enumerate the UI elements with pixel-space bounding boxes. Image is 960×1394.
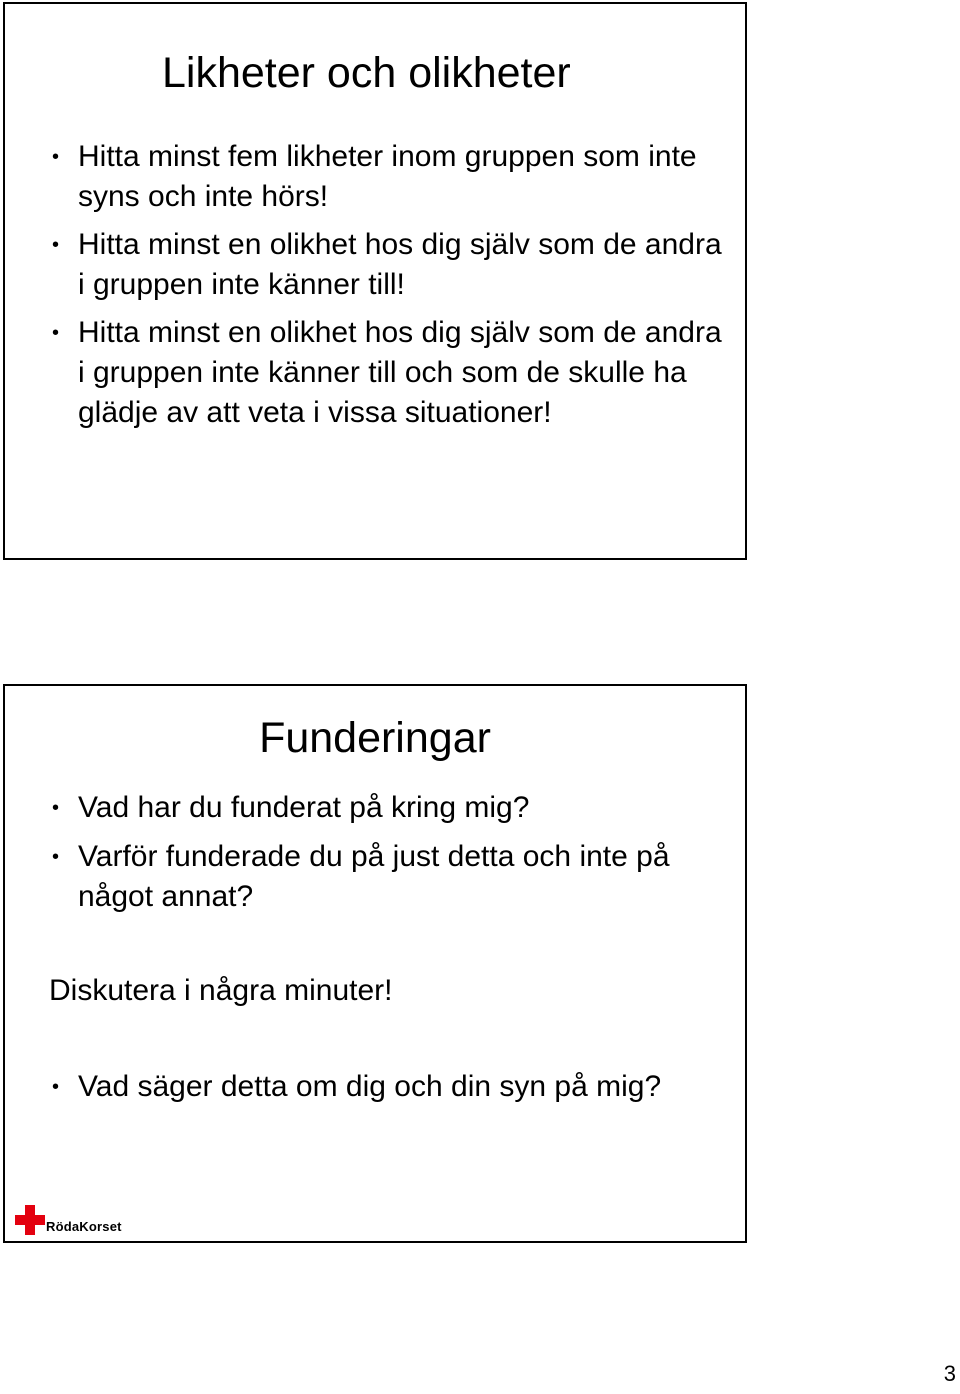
list-item-text: Varför funderade du på just detta och inte på något annat? bbox=[78, 840, 670, 913]
slide-2-bullet-list-2 bbox=[5, 1067, 745, 1107]
slide-1 bbox=[3, 2, 747, 560]
list-item-text: Vad säger detta om dig och din syn på mig? bbox=[78, 1070, 662, 1103]
slide-2-title: Funderingar bbox=[259, 714, 491, 762]
list-item-text: Hitta minst fem likheter inom gruppen som inte syns och inte hörs! bbox=[78, 140, 697, 213]
bullet-icon: • bbox=[52, 322, 60, 344]
bullet-icon: • bbox=[52, 846, 60, 868]
bullet-icon: • bbox=[52, 146, 60, 168]
bullet-icon: • bbox=[52, 234, 60, 256]
slide-1-bullet-list bbox=[5, 137, 745, 441]
list-item bbox=[5, 788, 745, 828]
list-item-text: Vad har du funderat på kring mig? bbox=[78, 791, 530, 824]
list-item bbox=[5, 225, 745, 305]
bullet-icon: • bbox=[52, 797, 60, 819]
red-cross-icon bbox=[15, 1205, 45, 1235]
slide-1-title: Likheter och olikheter bbox=[162, 49, 571, 97]
list-item-text: Hitta minst en olikhet hos dig själv som de andra i gruppen inte känner till och som de skulle ha glädje av att veta i vissa situationer! bbox=[78, 316, 722, 429]
list-item-text: Hitta minst en olikhet hos dig själv som de andra i gruppen inte känner till! bbox=[78, 228, 722, 301]
discussion-prompt: Diskutera i några minuter! bbox=[49, 974, 393, 1007]
list-item bbox=[5, 1067, 745, 1107]
list-item bbox=[5, 837, 745, 917]
roda-korset-logo bbox=[15, 1205, 122, 1235]
slide-2 bbox=[3, 684, 747, 1243]
bullet-icon: • bbox=[52, 1076, 60, 1098]
list-item bbox=[5, 137, 745, 217]
slide-2-bullet-list bbox=[5, 788, 745, 926]
list-item bbox=[5, 313, 745, 433]
page-number: 3 bbox=[943, 1361, 956, 1386]
logo-text: RödaKorset bbox=[46, 1219, 122, 1234]
